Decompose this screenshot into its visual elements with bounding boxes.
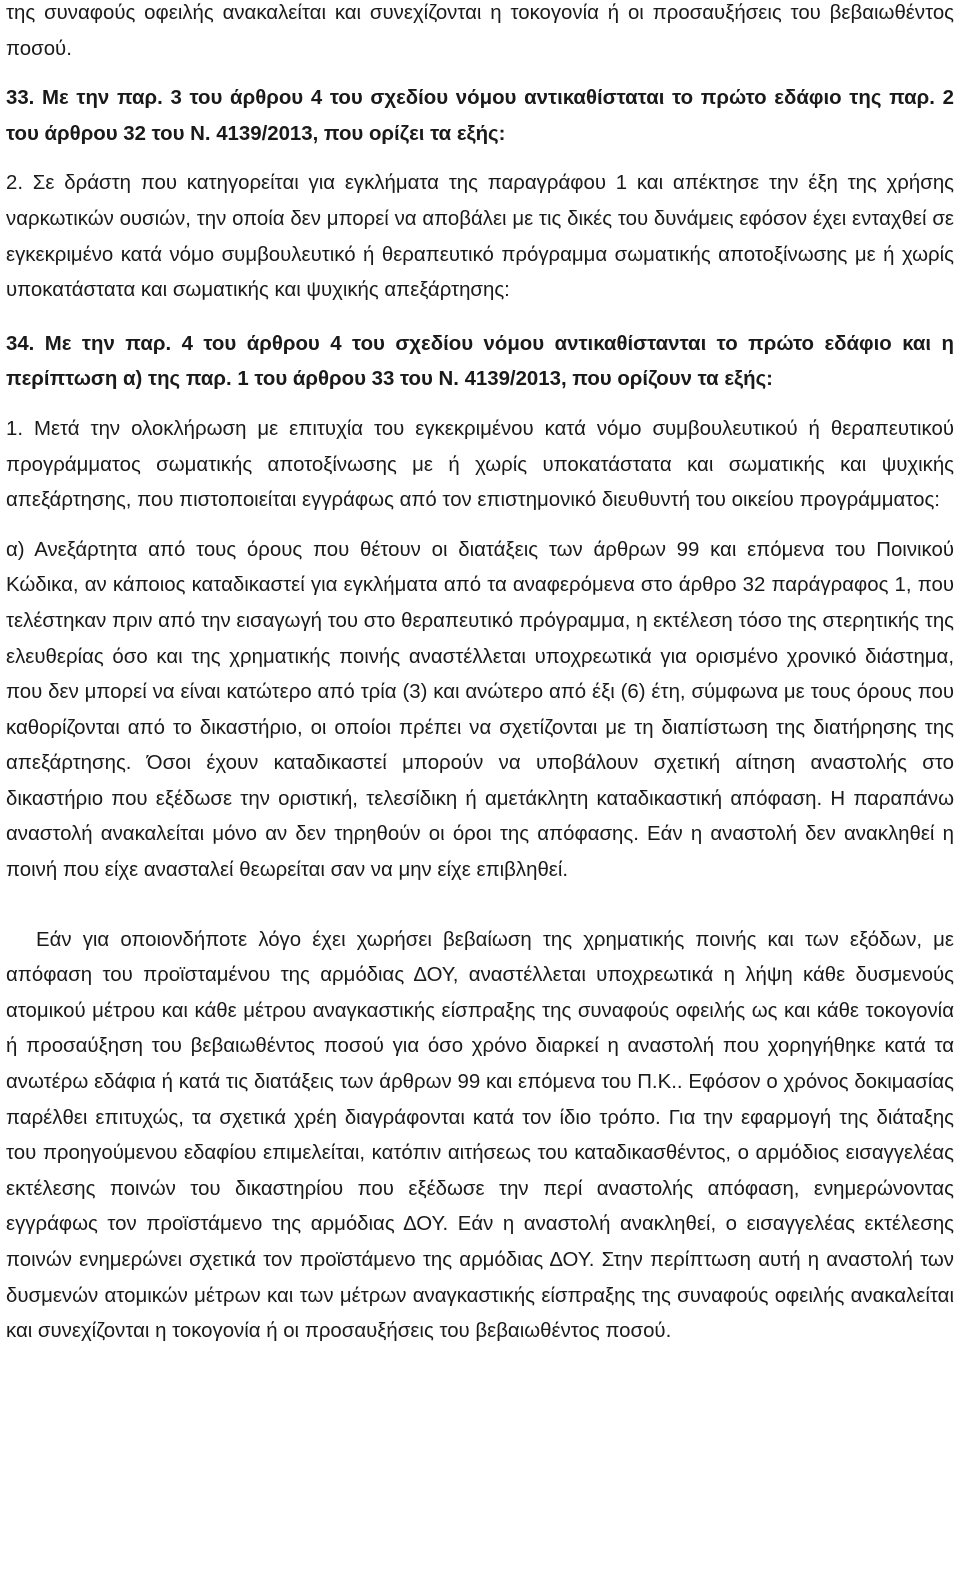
paragraph-continued: της συναφούς οφειλής ανακαλείται και συνεχίζονται η τοκογονία ή οι προσαυξήσεις του βεβαιωθέντος ποσού.	[6, 2, 954, 60]
paragraph-item-34-text: 1. Μετά την ολοκλήρωση με επιτυχία του εγκεκριμένου κατά νόμο συμβουλευτικού ή θεραπευτικού προγράμματος σωματικής αποτοξίνωσης με ή χωρίς υποκατάστατα και σωματικής και ψυχικής απεξάρτησης, που πιστοποιείται εγγράφως από τον επιστημονικό διευθυντή του οικείου προγράμματος:	[6, 417, 954, 512]
paragraph-item-34-case-a: α) Ανεξάρτητα από τους όρους που θέτουν οι διατάξεις των άρθρων 99 και επόμενα του Ποινικού Κώδικα, αν κάποιος καταδικαστεί για εγκλήματα από τα αναφερόμενα στο άρθρο 32 παράγραφος 1, που τελέστηκαν πριν από την εισαγωγή του στο θεραπευτικό πρόγραμμα, η εκτέλεση τόσο της στερητικής της ελευθερίας όσο και της χρηματικής ποινής αναστέλλεται υποχρεωτικά για ορισμένο χρονικό διάστημα, που δεν μπορεί να είναι κατώτερο από τρία (3) και ανώτερο από έξι (6) έτη, σύμφωνα με τους όρους που καθορίζονται από το δικαστήριο, οι οποίοι πρέπει να σχετίζονται με τη διαπίστωση της διατήρησης της απεξάρτησης. Όσοι έχουν καταδικαστεί μπορούν να υποβάλουν σχετική αίτηση αναστολής στο δικαστήριο που εξέδωσε την οριστική, τελεσίδικη ή αμετάκλητη καταδικαστική απόφαση. Η παραπάνω αναστολή ανακαλείται μόνο αν δεν τηρηθούν οι όροι της απόφασης. Εάν η αναστολή δεν ανακληθεί η ποινή που είχε ανασταλεί θεωρείται σαν να μην είχε επιβληθεί.	[6, 538, 954, 882]
paragraph-final: Εάν για οποιονδήποτε λόγο έχει χωρήσει βεβαίωση της χρηματικής ποινής και των εξόδων, με απόφαση του προϊσταμένου της αρμόδιας ΔΟΥ, αναστέλλεται υποχρεωτικά η λήψη κάθε δυσμενούς ατομικού μέτρου και κάθε μέτρου αναγκαστικής είσπραξης της συναφούς οφειλής ως και κάθε τοκογονία ή προσαύξηση του βεβαιωθέντος ποσού για όσο χρόνο διαρκεί η αναστολή που χορηγήθηκε κατά τα ανωτέρω εδάφια ή κατά τις διατάξεις των άρθρων 99 και επόμενα του Π.Κ.. Εφόσον ο χρόνος δοκιμασίας παρέλθει επιτυχώς, τα σχετικά χρέη διαγράφονται κατά τον ίδιο τρόπο. Για την εφαρμογή της διάταξης του προηγούμενου εδαφίου επιμελείται, κατόπιν αιτήσεως του καταδικασθέντος, ο αρμόδιος εισαγγελέας εκτέλεσης ποινών του δικαστηρίου που εξέδωσε την περί αναστολής απόφαση, ενημερώνοντας εγγράφως τον προϊστάμενο της αρμόδιας ΔΟΥ. Εάν η αναστολή ανακληθεί, ο εισαγγελέας εκτέλεσης ποινών ενημερώνει σχετικά τον προϊστάμενο της αρμόδιας ΔΟΥ. Στην περίπτωση αυτή η αναστολή των δυσμενών ατομικών μέτρων και των μέτρων αναγκαστικής είσπραξης της συναφούς οφειλής ανακαλείται και συνεχίζονται η τοκογονία ή οι προσαυξήσεις του βεβαιωθέντος ποσού.	[6, 928, 954, 1343]
paragraph-item-33-text: 2. Σε δράστη που κατηγορείται για εγκλήματα της παραγράφου 1 και απέκτησε την έξη της χρήσης ναρκωτικών ουσιών, την οποία δεν μπορεί να αποβάλει με τις δικές του δυνάμεις εφόσον έχει ενταχθεί σε εγκεκριμένο κατά νόμο συμβουλευτικό ή θεραπευτικό πρόγραμμα σωματικής αποτοξίνωσης με ή χωρίς υποκατάστατα και σωματικής και ψυχικής απεξάρτησης:	[6, 172, 954, 302]
heading-item-33: 33. Με την παρ. 3 του άρθρου 4 του σχεδίου νόμου αντικαθίσταται το πρώτο εδάφιο της παρ. 2 του άρθρου 32 του Ν. 4139/2013, που ορίζει τα εξής:	[6, 87, 954, 145]
heading-item-34: 34. Με την παρ. 4 του άρθρου 4 του σχεδίου νόμου αντικαθίστανται το πρώτο εδάφιο και η περίπτωση α) της παρ. 1 του άρθρου 33 του Ν. 4139/2013, που ορίζουν τα εξής:	[6, 332, 954, 391]
